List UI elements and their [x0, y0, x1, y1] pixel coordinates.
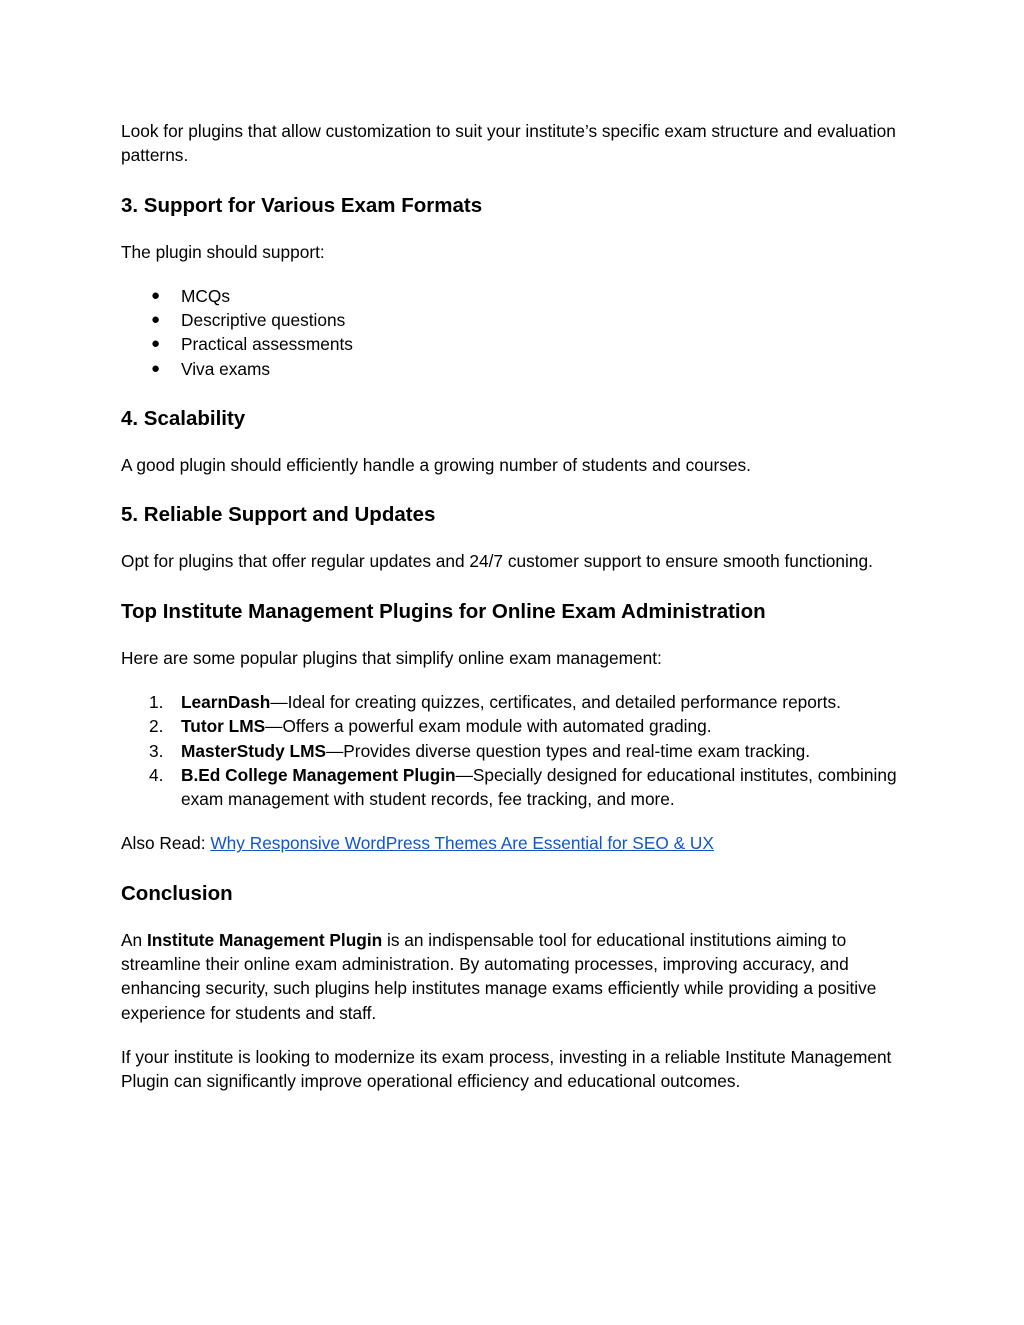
section-3-lead: The plugin should support: — [121, 241, 325, 262]
exam-formats-list — [121, 284, 911, 381]
plugins-list — [121, 690, 911, 811]
conclusion-heading: Conclusion — [121, 881, 233, 905]
plugin-name: Tutor LMS — [181, 716, 266, 737]
conclusion-paragraph-2: If your institute is looking to modernize its exam process, investing in a reliable Institute Management Plugin can significantly improve operational efficiency and educational outcomes. — [121, 1046, 892, 1092]
section-5-heading: 5. Reliable Support and Updates — [121, 503, 436, 527]
list-item: 4. B.Ed College Management Plugin—Specially designed for educational institutes, combining exam management with student records, fee tracking, and more. — [149, 764, 897, 810]
plugin-name: MasterStudy LMS — [181, 740, 326, 761]
list-item: 2. Tutor LMS—Offers a powerful exam module with automated grading. — [149, 716, 712, 737]
plugin-name: LearnDash — [181, 691, 271, 712]
bullet-icon: ● — [151, 311, 161, 329]
intro-paragraph: Look for plugins that allow customization to suit your institute’s specific exam structure and evaluation patterns. — [121, 121, 896, 166]
top-plugins-heading: Top Institute Management Plugins for Online Exam Administration — [121, 599, 766, 623]
section-3-heading: 3. Support for Various Exam Formats — [121, 193, 483, 217]
also-read-link[interactable]: Why Responsive WordPress Themes Are Essential for SEO & UX — [210, 833, 714, 854]
list-item: 3. MasterStudy LMS—Provides diverse question types and real-time exam tracking. — [149, 740, 811, 761]
conclusion-paragraph-1: An Institute Management Plugin is an indispensable tool for educational institutions aiming to streamline their online exam administration. By automating processes, improving accuracy, and enhancing security, such plugins help institutes manage exams efficiently while providing a positive experience for students and staff. — [121, 929, 877, 1023]
also-read-line — [121, 831, 911, 855]
bullet-icon: ● — [151, 335, 161, 353]
section-4-text: A good plugin should efficiently handle a growing number of students and courses. — [121, 455, 751, 476]
list-item: ● Viva exams — [121, 357, 911, 381]
document-page — [121, 119, 911, 1094]
top-plugins-lead: Here are some popular plugins that simplify online exam management: — [121, 647, 662, 668]
bullet-icon: ● — [151, 359, 161, 377]
emphasis-text: Institute Management Plugin — [146, 929, 383, 950]
list-item: ● Practical assessments — [121, 332, 911, 356]
also-read-label: Also Read: — [121, 833, 211, 854]
list-item: 1. LearnDash—Ideal for creating quizzes, certificates, and detailed performance reports. — [149, 691, 841, 712]
list-item: ● MCQs — [121, 284, 911, 308]
bullet-icon: ● — [151, 286, 161, 304]
plugin-name: B.Ed College Management Plugin — [181, 764, 456, 785]
section-4-heading: 4. Scalability — [121, 407, 246, 431]
section-5-text: Opt for plugins that offer regular updates and 24/7 customer support to ensure smooth functioning. — [121, 551, 873, 572]
list-item: ● Descriptive questions — [121, 308, 911, 332]
